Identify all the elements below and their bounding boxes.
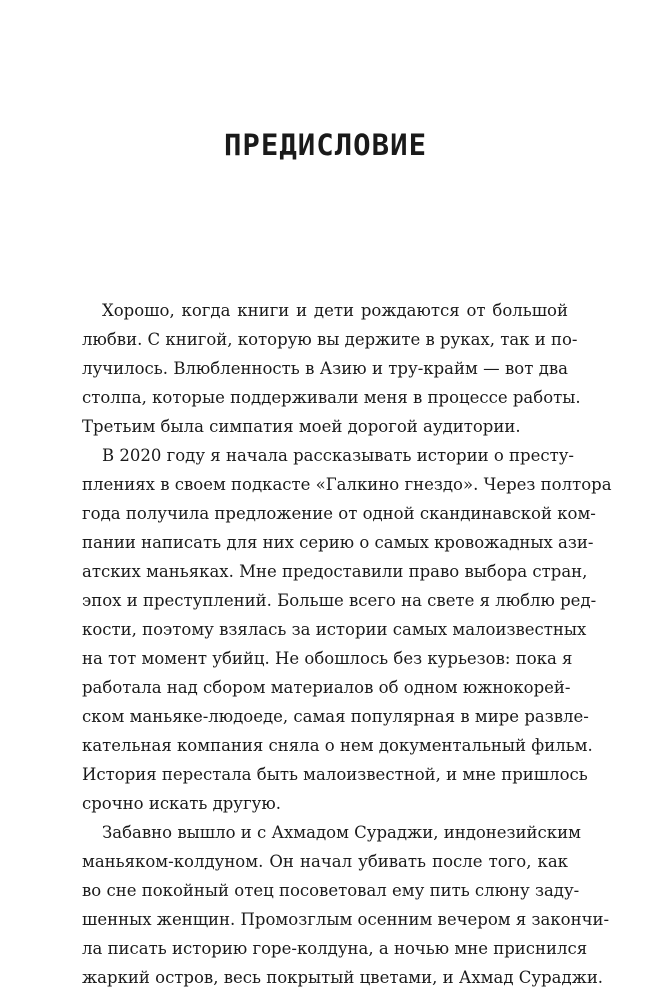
- text-line: маньяком-колдуном. Он начал убивать после того, как: [82, 852, 568, 871]
- text-line: работала над сбором материалов об одном южнокорей-: [82, 678, 571, 697]
- text-line: атских маньяках. Мне предоставили право выбора стран,: [82, 562, 588, 581]
- paragraph: [82, 296, 581, 441]
- text-line: шенных женщин. Промозглым осенним вечером я закончи-: [82, 910, 610, 929]
- text-line: ла писать историю горе-колдуна, а ночью мне приснился: [82, 939, 588, 958]
- text-line: срочно искать другую.: [82, 794, 281, 813]
- body-text: [82, 296, 612, 992]
- text-line: во сне покойный отец посоветовал ему пить слюну заду-: [82, 881, 580, 900]
- text-line: пании написать для них серию о самых кровожадных ази-: [82, 533, 594, 552]
- text-line: История перестала быть малоизвестной, и мне пришлось: [82, 765, 588, 784]
- text-line: любви. С книгой, которую вы держите в руках, так и по-: [82, 330, 578, 349]
- text-line: года получила предложение от одной скандинавской ком-: [82, 504, 596, 523]
- text-line: эпох и преступлений. Больше всего на свете я люблю ред-: [82, 591, 597, 610]
- text-line: лучилось. Влюбленность в Азию и тру-крайм — вот два: [82, 359, 568, 378]
- text-line: Хорошо, когда книги и дети рождаются от большой: [102, 301, 568, 320]
- text-line: кательная компания сняла о нем документальный фильм.: [82, 736, 593, 755]
- text-line: Третьим была симпатия моей дорогой аудитории.: [82, 417, 521, 436]
- text-line: плениях в своем подкасте «Галкино гнездо». Через полтора: [82, 475, 612, 494]
- text-line: ском маньяке-людоеде, самая популярная в мире развле-: [82, 707, 589, 726]
- text-line: жаркий остров, весь покрытый цветами, и Ахмад Сураджи.: [82, 968, 604, 987]
- text-line: Забавно вышло и с Ахмадом Сураджи, индонезийским: [102, 823, 581, 842]
- paragraph: [82, 441, 612, 818]
- chapter-title: ПРЕДИСЛОВИЕ: [223, 128, 428, 162]
- text-line: на тот момент убийц. Не обошлось без курьезов: пока я: [82, 649, 573, 668]
- text-line: столпа, которые поддерживали меня в процессе работы.: [82, 388, 581, 407]
- text-line: В 2020 году я начала рассказывать истории о престу-: [102, 446, 574, 465]
- text-line: кости, поэтому взялась за истории самых малоизвестных: [82, 620, 587, 639]
- paragraph: [82, 818, 610, 992]
